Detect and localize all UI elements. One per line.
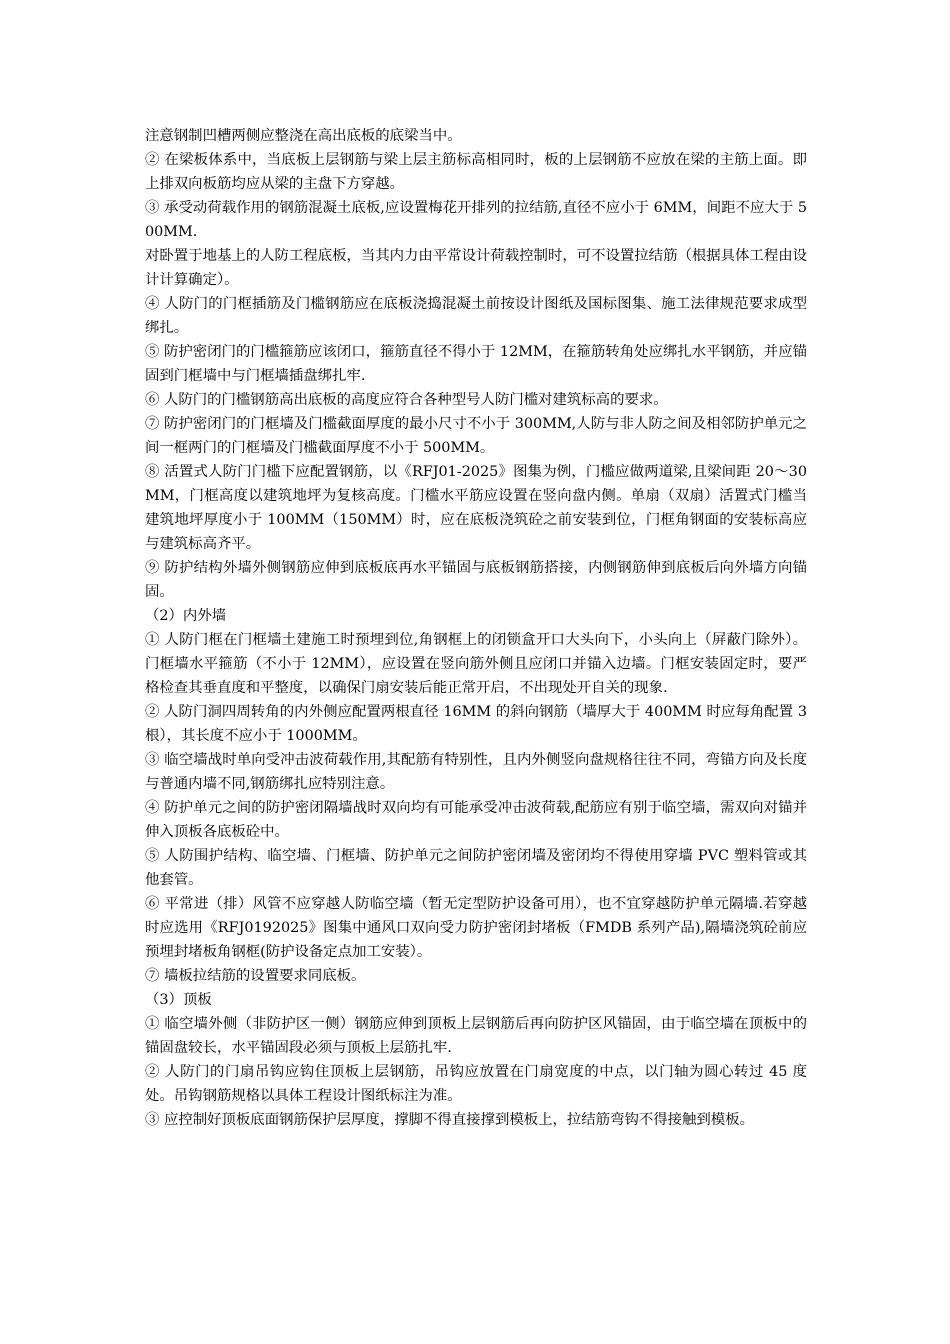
paragraph-9: ⑧ 活置式人防门门槛下应配置钢筋，以《RFJ01-2025》图集为例，门槛应做两道梁,且梁间距 20～30MM，门框高度以建筑地坪为复核高度。门槛水平筋应设置在竖向盘内侧。单扇（双扇）活置式门槛当建筑地坪厚度小于 100MM（150MM）时，应在底板浇筑砼之前安装到位，门框角钢面的安装标高应与建筑标高齐平。	[145, 464, 807, 552]
paragraph-5: ④ 人防门的门框插筋及门槛钢筋应在底板浇捣混凝土前按设计图纸及国标图集、施工法律规范要求成型绑扎。	[145, 296, 807, 336]
paragraph-3: ③ 承受动荷载作用的钢筋混凝土底板,应设置梅花开排列的拉结筋,直径不应小于 6MM，间距不应大于 500MM.	[145, 200, 808, 240]
paragraph-1: 注意钢制凹槽两侧应整浇在高出底板的底梁当中。	[145, 128, 462, 144]
paragraph-15: ④ 防护单元之间的防护密闭隔墙战时双向均有可能承受冲击波荷载,配筋应有别于临空墙，需双向对锚并伸入顶板各底板砼中。	[145, 800, 807, 840]
section-heading-walls: （2）内外墙	[145, 608, 227, 624]
paragraph-22: ③ 应控制好顶板底面钢筋保护层厚度，撑脚不得直接撑到模板上，拉结筋弯钩不得接触到模板。	[145, 1112, 754, 1128]
document-body	[145, 124, 807, 1132]
paragraph-14: ③ 临空墙战时单向受冲击波荷载作用,其配筋有特别性，且内外侧竖向盘规格往往不同，弯锚方向及长度与普通内墙不同,钢筋绑扎应特别注意。	[145, 752, 807, 792]
paragraph-8: ⑦ 防护密闭门的门框墙及门槛截面厚度的最小尺寸不小于 300MM,人防与非人防之间及相邻防护单元之间一框两门的门框墙及门槛截面厚度不小于 500MM。	[145, 416, 807, 456]
paragraph-4: 对卧置于地基上的人防工程底板，当其内力由平常设计荷载控制时，可不设置拉结筋（根据具体工程由设计计算确定）。	[145, 248, 807, 288]
paragraph-17: ⑥ 平常进（排）风管不应穿越人防临空墙（暂无定型防护设备可用），也不宜穿越防护单元隔墙.若穿越时应选用《RFJ0192025》图集中通风口双向受力防护密闭封堵板（FMDB 系列产品),隔墙浇筑砼前应预埋封堵板角钢框(防护设备定点加工安装）。	[145, 896, 807, 960]
paragraph-10: ⑨ 防护结构外墙外侧钢筋应伸到底板底再水平锚固与底板钢筋搭接，内侧钢筋伸到底板后向外墙方向锚固。	[145, 560, 807, 600]
paragraph-13: ② 人防门洞四周转角的内外侧应配置两根直径 16MM 的斜向钢筋（墙厚大于 400MM 时应每角配置 3 根），其长度不应小于 1000MM。	[145, 704, 807, 744]
paragraph-2: ② 在梁板体系中，当底板上层钢筋与梁上层主筋标高相同时，板的上层钢筋不应放在梁的主筋上面。即上排双向板筋均应从梁的主盘下方穿越。	[145, 152, 807, 192]
paragraph-6: ⑤ 防护密闭门的门槛箍筋应该闭口，箍筋直径不得小于 12MM，在箍筋转角处应绑扎水平钢筋，并应锚固到门框墙中与门框墙插盘绑扎牢.	[145, 344, 807, 384]
paragraph-16: ⑤ 人防围护结构、临空墙、门框墙、防护单元之间防护密闭墙及密闭均不得使用穿墙 PVC 塑料管或其他套管。	[145, 848, 807, 888]
section-heading-roof: （3）顶板	[145, 992, 212, 1008]
paragraph-18: ⑦ 墙板拉结筋的设置要求同底板。	[145, 968, 366, 984]
paragraph-7: ⑥ 人防门的门槛钢筋高出底板的高度应符合各种型号人防门槛对建筑标高的要求。	[145, 392, 668, 408]
paragraph-20: ① 临空墙外侧（非防护区一侧）钢筋应伸到顶板上层钢筋后再向防护区风锚固，由于临空墙在顶板中的锚固盘较长，水平锚固段必须与顶板上层筋扎牢.	[145, 1016, 807, 1056]
paragraph-21: ② 人防门的门扇吊钩应钩住顶板上层钢筋，吊钩应放置在门扇宽度的中点，以门轴为圆心转过 45 度处。吊钩钢筋规格以具体工程设计图纸标注为准。	[145, 1064, 807, 1104]
paragraph-12: ① 人防门框在门框墙土建施工时预埋到位,角钢框上的闭锁盒开口大头向下，小头向上（屏蔽门除外）。门框墙水平箍筋（不小于 12MM），应设置在竖向筋外侧且应闭口并锚入边墙。门框安装固定时，要严格检查其垂直度和平整度，以确保门扇安装后能正常开启，不出现处开自关的现象.	[145, 632, 807, 696]
